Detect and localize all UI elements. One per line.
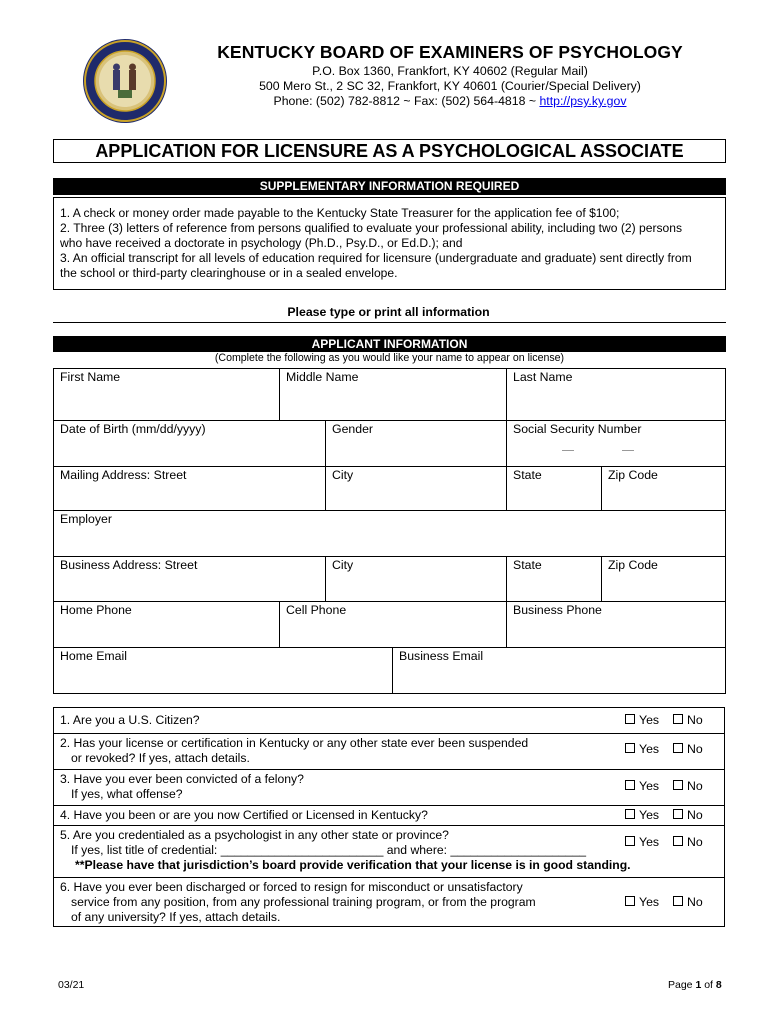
checkbox-icon [673,809,683,819]
board-title: KENTUCKY BOARD OF EXAMINERS OF PSYCHOLOGY [217,42,683,62]
no-checkbox[interactable]: No [673,742,703,756]
question-text: 2. Has your license or certification in Kentucky or any other state ever been suspended [60,736,529,750]
yes-checkbox[interactable]: Yes [625,713,659,727]
yes-checkbox[interactable]: Yes [625,779,659,793]
checkbox-icon [625,836,635,846]
no-checkbox[interactable]: No [673,779,703,793]
no-checkbox[interactable]: No [673,835,703,849]
checkbox-icon [673,743,683,753]
cell-phone-field[interactable]: Cell Phone [279,601,507,648]
business-city-field[interactable]: City [325,556,507,602]
supp-item: who have received a doctorate in psychology (Ph.D., Psy.D., or Ed.D.); and [60,236,463,250]
checkbox-icon [673,896,683,906]
question-text: 4. Have you been or are you now Certified or Licensed in Kentucky? [60,808,428,822]
gender-field[interactable]: Gender [325,420,507,467]
supp-item: 3. An official transcript for all levels of education required for licensure (undergraduate and graduate) sent directly from [60,251,692,265]
yes-checkbox[interactable]: Yes [625,742,659,756]
yes-checkbox[interactable]: Yes [625,808,659,822]
supplementary-box [53,197,726,290]
checkbox-icon [625,714,635,724]
home-phone-field[interactable]: Home Phone [53,601,280,648]
question-text: service from any position, from any professional training program, or from the program [71,895,536,909]
checkbox-icon [625,896,635,906]
supp-item: 2. Three (3) letters of reference from persons qualified to evaluate your professional ability, including two (2) persons [60,221,683,235]
question-text: of any university? If yes, attach details. [71,910,281,924]
question-row [54,734,724,770]
application-title: APPLICATION FOR LICENSURE AS A PSYCHOLOGICAL ASSOCIATE [53,139,726,163]
questions-box [53,707,725,927]
question-text: 5. Are you credentialed as a psychologist in any other state or province? [60,828,449,842]
phone-fax: Phone: (502) 782-8812 ~ Fax: (502) 564-4818 ~ [273,94,540,108]
verification-note: **Please have that jurisdiction’s board provide verification that your license is in good standing. [75,858,631,872]
dob-field[interactable]: Date of Birth (mm/dd/yyyy) [53,420,326,467]
question-text: If yes, list title of credential: ________________________ and where: ____________________ [71,843,587,857]
business-email-field[interactable]: Business Email [392,647,726,694]
supplementary-heading: SUPPLEMENTARY INFORMATION REQUIRED [53,178,726,195]
no-checkbox[interactable]: No [673,713,703,727]
contact-line [185,94,715,110]
yes-checkbox[interactable]: Yes [625,835,659,849]
ssn-separator [562,450,574,451]
kentucky-seal-icon [82,38,168,124]
page-number: Page 1 of 8 [668,979,722,991]
revision-date: 03/21 [58,979,85,991]
checkbox-icon [625,809,635,819]
question-row [54,806,724,826]
business-phone-field[interactable]: Business Phone [506,601,726,648]
last-name-field[interactable]: Last Name [506,368,726,421]
question-row [54,708,724,734]
mailing-street-field[interactable]: Mailing Address: Street [53,466,326,511]
home-email-field[interactable]: Home Email [53,647,393,694]
ssn-separator [622,450,634,451]
question-text: or revoked? If yes, attach details. [71,751,250,765]
question-row [54,826,724,878]
checkbox-icon [625,743,635,753]
please-note: Please type or print all information [287,305,490,319]
no-checkbox[interactable]: No [673,808,703,822]
courier-address: 500 Mero St., 2 SC 32, Frankfort, KY 40601 (Courier/Special Delivery) [259,79,641,93]
checkbox-icon [673,714,683,724]
checkbox-icon [625,780,635,790]
checkbox-icon [673,780,683,790]
supp-item: 1. A check or money order made payable to the Kentucky State Treasurer for the application fee of $100; [60,206,620,220]
no-checkbox[interactable]: No [673,895,703,909]
ssn-field[interactable]: Social Security Number [506,420,726,467]
yes-checkbox[interactable]: Yes [625,895,659,909]
supp-item: the school or third-party clearinghouse or in a sealed envelope. [60,266,398,280]
question-text: 6. Have you ever been discharged or forced to resign for misconduct or unsatisfactory [60,880,523,894]
mailing-city-field[interactable]: City [325,466,507,511]
question-text: 1. Are you a U.S. Citizen? [60,713,200,727]
business-state-field[interactable]: State [506,556,602,602]
mailing-zip-field[interactable]: Zip Code [601,466,726,511]
applicant-heading: APPLICANT INFORMATION [53,336,726,352]
question-text: If yes, what offense? [71,787,183,801]
applicant-note: (Complete the following as you would like your name to appear on license) [214,352,565,364]
question-row [54,878,724,928]
mailing-state-field[interactable]: State [506,466,602,511]
first-name-field[interactable]: First Name [53,368,280,421]
mail-address: P.O. Box 1360, Frankfort, KY 40602 (Regular Mail) [312,64,588,78]
employer-field[interactable]: Employer [53,510,726,557]
middle-name-field[interactable]: Middle Name [279,368,507,421]
website-link[interactable]: http://psy.ky.gov [539,94,627,108]
checkbox-icon [673,836,683,846]
business-street-field[interactable]: Business Address: Street [53,556,326,602]
divider [53,322,726,323]
business-zip-field[interactable]: Zip Code [601,556,726,602]
question-text: 3. Have you ever been convicted of a felony? [60,772,304,786]
question-row [54,770,724,806]
